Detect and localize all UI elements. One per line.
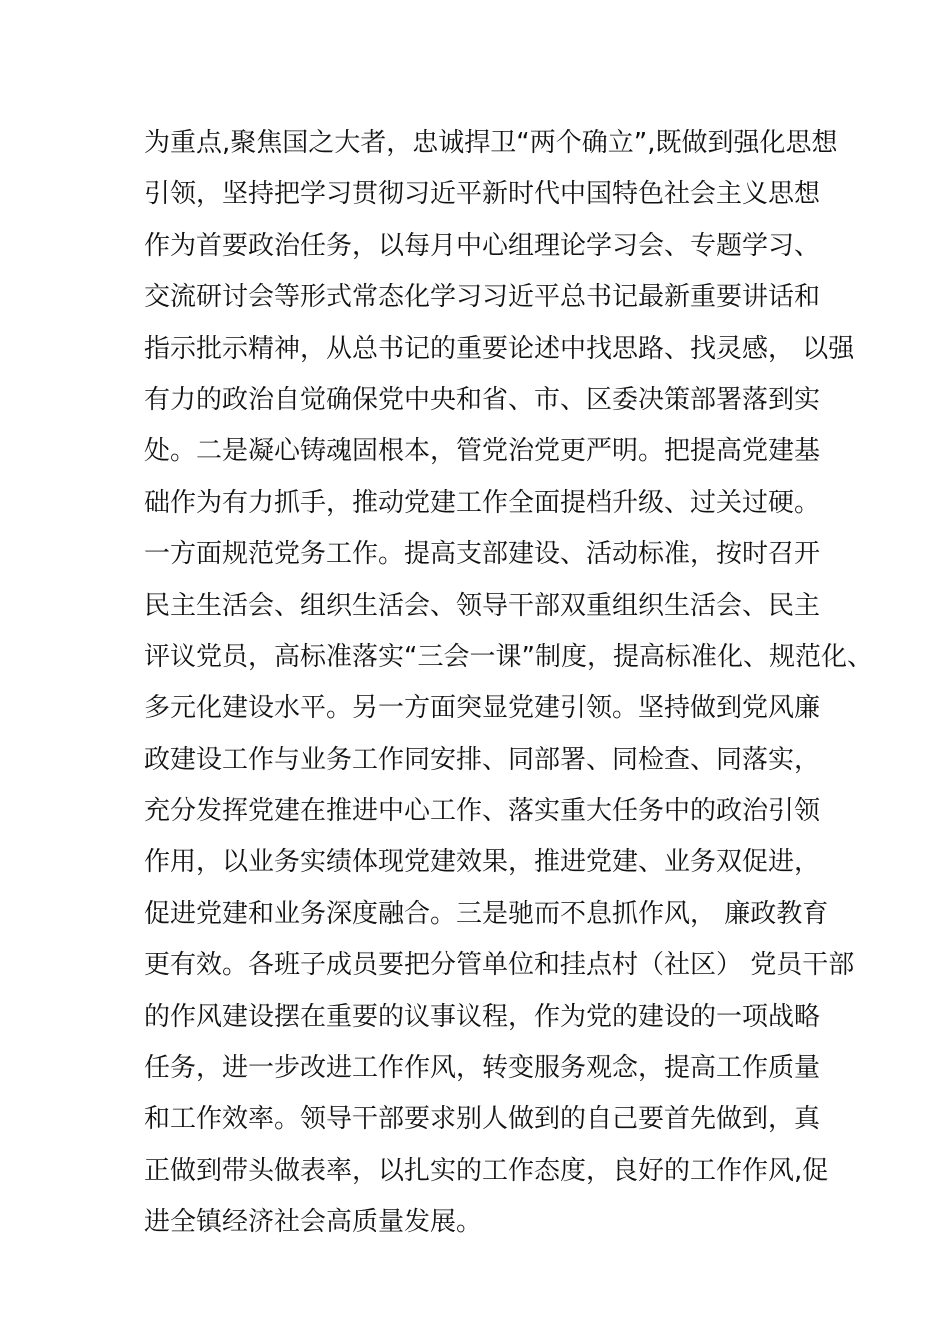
text-line: 一方面规范党务工作。提高支部建设、活动标准，按时召开 [144, 539, 821, 570]
text-line: 进全镇经济社会高质量发展。 [144, 1207, 483, 1238]
text-line: 作用，以业务实绩体现党建效果，推进党建、业务双促进， [144, 847, 821, 878]
text-line: 为重点,聚焦国之大者，忠诚捍卫“两个确立”,既做到强化思想 [144, 128, 838, 158]
text-line: 促进党建和业务深度融合。三是驰而不息抓作风， 廉政教育 [144, 898, 829, 929]
body-paragraph [144, 118, 873, 1249]
text-line: 和工作效率。领导干部要求别人做到的自己要首先做到，真 [144, 1104, 821, 1135]
text-line: 多元化建设水平。另一方面突显党建引领。坚持做到党风廉 [144, 693, 821, 724]
text-line: 评议党员，高标准落实“三会一课”制度，提高标准化、规范化、 [144, 641, 873, 672]
text-line: 政建设工作与业务工作同安排、同部署、同检查、同落实， [144, 744, 821, 775]
text-line: 更有效。各班子成员要把分管单位和挂点村（社区） 党员干部 [144, 950, 855, 981]
text-line: 指示批示精神，从总书记的重要论述中找思路、找灵感， 以强 [144, 333, 855, 364]
text-line: 任务，进一步改进工作作风，转变服务观念，提高工作质量 [144, 1053, 821, 1084]
text-line: 有力的政治自觉确保党中央和省、市、区委决策部署落到实 [144, 384, 821, 415]
text-line: 民主生活会、组织生活会、领导干部双重组织生活会、民主 [144, 590, 821, 621]
text-line: 础作为有力抓手，推动党建工作全面提档升级、过关过硬。 [144, 487, 821, 518]
text-line: 的作风建设摆在重要的议事议程，作为党的建设的一项战略 [144, 1001, 821, 1032]
text-line: 正做到带头做表率，以扎实的工作态度，良好的工作作风,促 [144, 1155, 829, 1186]
text-line: 引领，坚持把学习贯彻习近平新时代中国特色社会主义思想 [144, 179, 821, 210]
text-line: 交流研讨会等形式常态化学习习近平总书记最新重要讲话和 [144, 282, 821, 313]
text-line: 处。二是凝心铸魂固根本，管党治党更严明。把提高党建基 [144, 436, 821, 467]
text-line: 充分发挥党建在推进中心工作、落实重大任务中的政治引领 [144, 796, 821, 827]
text-line: 作为首要政治任务，以每月中心组理论学习会、专题学习、 [144, 230, 821, 261]
